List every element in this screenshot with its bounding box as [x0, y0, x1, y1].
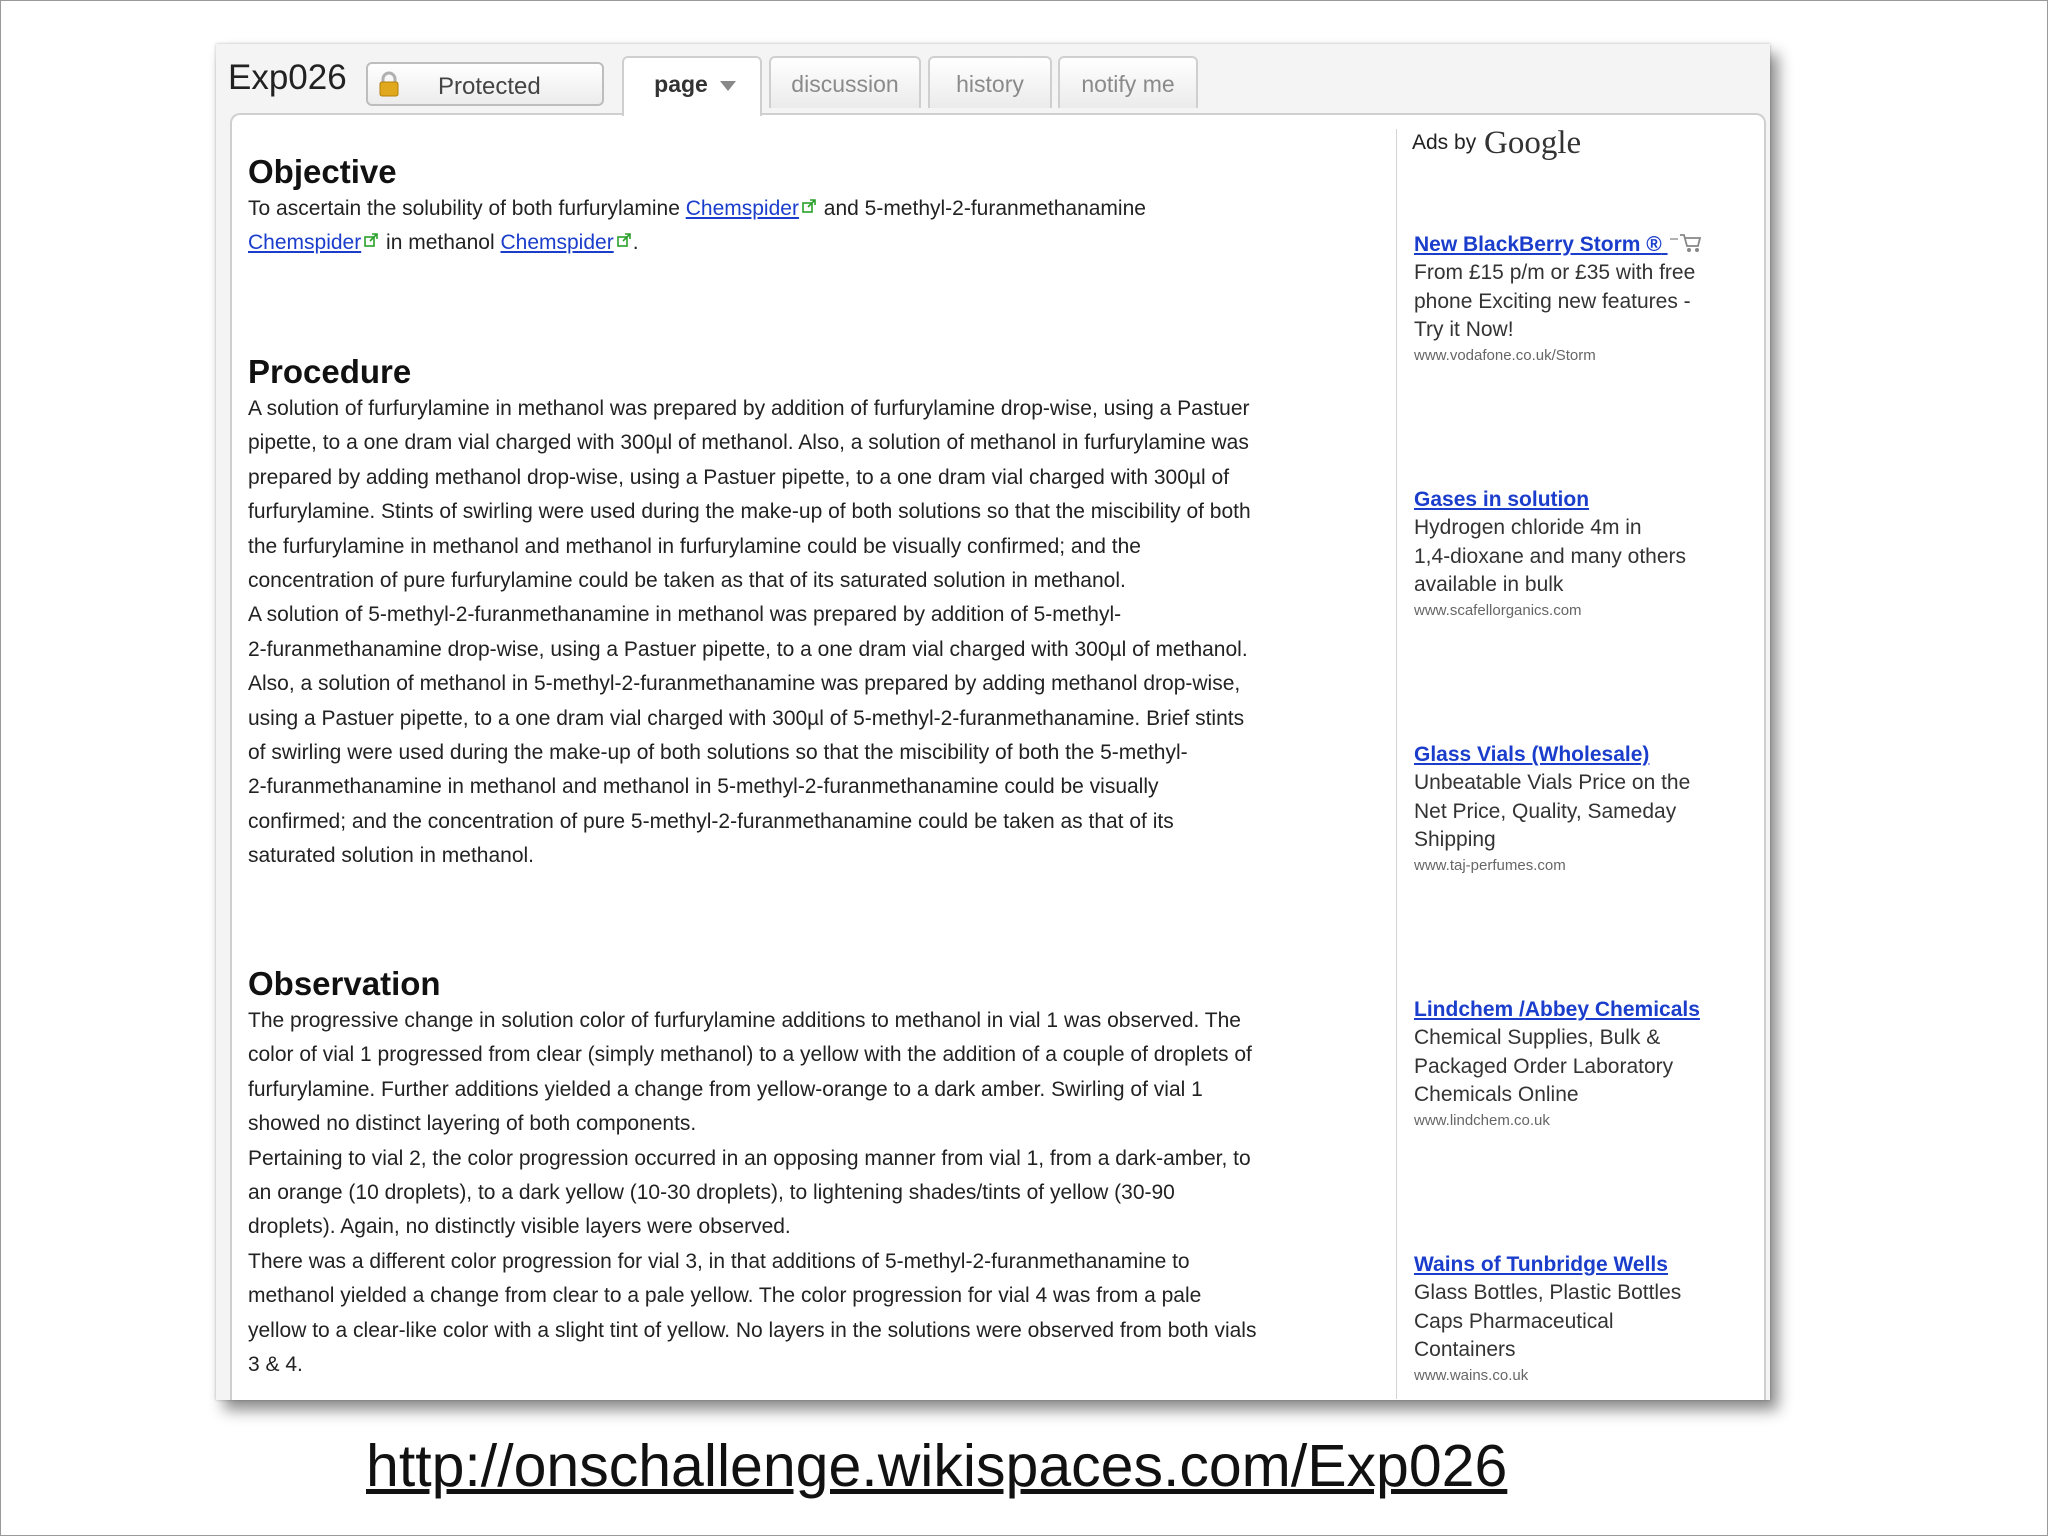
- column-divider: [1396, 129, 1397, 1399]
- objective-line-2: [248, 226, 1396, 260]
- ad-body-line: Chemicals Online: [1414, 1083, 1579, 1107]
- procedure-line: concentration of pure furfurylamine could be taken as that of its saturated solution in methanol.: [248, 569, 1126, 593]
- procedure-line: A solution of 5-methyl-2-furanmethanamine in methanol was prepared by addition of 5-methyl-: [248, 603, 1122, 627]
- procedure-line: using a Pastuer pipette, to a one dram vial charged with 300µl of 5-methyl-2-furanmethanamine. Brief stints: [248, 706, 1245, 730]
- ad-body: [1414, 1024, 1754, 1110]
- observation-line: 3 & 4.: [248, 1353, 303, 1377]
- ad-title-link[interactable]: Lindchem /Abbey Chemicals: [1414, 998, 1700, 1021]
- ad-body-line: Glass Bottles, Plastic Bottles: [1414, 1281, 1682, 1304]
- ad-body: [1414, 514, 1754, 600]
- ad-body-line: Try it Now!: [1414, 318, 1514, 342]
- observation-line: The progressive change in solution color of furfurylamine additions to methanol in vial 1 was observed. The: [248, 1009, 1241, 1032]
- procedure-line: of swirling were used during the make-up of both solutions so that the miscibility of both the 5-methyl-: [248, 741, 1188, 765]
- ad-url[interactable]: www.vodafone.co.uk/Storm: [1414, 346, 1596, 364]
- ad-item[interactable]: [1414, 741, 1754, 877]
- ad-item[interactable]: [1414, 1251, 1754, 1387]
- content-panel: [230, 113, 1766, 1400]
- observation-line: an orange (10 droplets), to a dark yellow (10-30 droplets), to lightening shades/tints of yellow (30-90: [248, 1181, 1175, 1205]
- procedure-line: Also, a solution of methanol in 5-methyl-2-furanmethanamine was prepared by adding methanol drop-wise,: [248, 672, 1241, 696]
- ad-title-link[interactable]: Glass Vials (Wholesale): [1414, 743, 1650, 766]
- procedure-line: 2-furanmethanamine in methanol and methanol in 5-methyl-2-furanmethanamine could be visually: [248, 775, 1159, 799]
- ad-body-line: Hydrogen chloride 4m in: [1414, 516, 1642, 539]
- ad-title-link[interactable]: Gases in solution: [1414, 488, 1590, 511]
- observation-text: [248, 1004, 1396, 1382]
- protected-status-button[interactable]: [366, 62, 604, 106]
- ad-body-line: Net Price, Quality, Sameday: [1414, 799, 1677, 823]
- ads-by-label: Ads by: [1412, 131, 1477, 154]
- objective-heading: Objective: [248, 153, 397, 190]
- tab-discussion[interactable]: discussion: [769, 56, 921, 108]
- observation-line: yellow to a clear-like color with a slight tint of yellow. No layers in the solutions were observed from both vials: [248, 1318, 1257, 1342]
- chemspider-link[interactable]: Chemspider: [500, 231, 614, 255]
- ad-item[interactable]: [1414, 486, 1754, 622]
- observation-line: furfurylamine. Further additions yielded a change from yellow-orange to a dark amber. Swirling of vial 1: [248, 1077, 1203, 1101]
- tab-page[interactable]: [622, 56, 762, 116]
- ad-item[interactable]: [1414, 231, 1754, 367]
- ad-title-text: New BlackBerry Storm ®: [1414, 233, 1662, 256]
- ad-body: [1414, 769, 1754, 855]
- procedure-text: [248, 392, 1396, 874]
- chevron-down-icon[interactable]: [720, 81, 736, 91]
- ad-body-line: 1,4-dioxane and many others: [1414, 544, 1687, 568]
- tab-notify-me[interactable]: notify me: [1058, 56, 1198, 108]
- ad-item[interactable]: [1414, 996, 1754, 1132]
- ad-url[interactable]: www.scafellorganics.com: [1414, 601, 1582, 619]
- shopping-cart-icon: [1668, 233, 1702, 253]
- tab-page-label: page: [654, 71, 708, 97]
- ad-body: [1414, 1279, 1754, 1365]
- ad-body-line: Shipping: [1414, 828, 1496, 852]
- ad-body-line: available in bulk: [1414, 573, 1564, 597]
- ad-body-line: Chemical Supplies, Bulk &: [1414, 1026, 1661, 1049]
- procedure-line: saturated solution in methanol.: [248, 844, 535, 868]
- chemspider-link[interactable]: Chemspider: [685, 197, 799, 220]
- objective-text-a: To ascertain the solubility of both furfurylamine: [248, 197, 686, 220]
- ad-body-line: Unbeatable Vials Price on the: [1414, 771, 1691, 794]
- ad-body: [1414, 259, 1754, 345]
- objective-line-1: [248, 192, 1396, 226]
- objective-text-b: and 5-methyl-2-furanmethanamine: [817, 197, 1146, 220]
- ad-body-line: From £15 p/m or £35 with free: [1414, 261, 1696, 284]
- lock-icon: [376, 71, 402, 97]
- procedure-line: 2-furanmethanamine drop-wise, using a Pastuer pipette, to a one dram vial charged with 300µl of methanol.: [248, 637, 1248, 661]
- source-url-caption[interactable]: http://onschallenge.wikispaces.com/Exp026: [366, 1433, 1508, 1499]
- ad-body-line: Caps Pharmaceutical: [1414, 1309, 1614, 1333]
- chemspider-link[interactable]: Chemspider: [248, 231, 362, 255]
- protected-label: Protected: [438, 73, 541, 100]
- external-link-icon: [802, 199, 816, 213]
- observation-line: There was a different color progression for vial 3, in that additions of 5-methyl-2-furanmethanamine to: [248, 1249, 1190, 1273]
- page-title: Exp026: [228, 58, 347, 97]
- ad-url[interactable]: www.lindchem.co.uk: [1414, 1111, 1550, 1129]
- procedure-line: furfurylamine. Stints of swirling were used during the make-up of both solutions so that the miscibility of both: [248, 500, 1251, 524]
- objective-text-d: .: [632, 231, 639, 255]
- objective-text-c: in methanol: [380, 231, 501, 255]
- procedure-line: pipette, to a one dram vial charged with 300µl of methanol. Also, a solution of methanol in furfurylamine was: [248, 431, 1249, 455]
- tab-history[interactable]: history: [928, 56, 1052, 108]
- ad-body-line: Containers: [1414, 1338, 1516, 1362]
- objective-text: [248, 192, 1396, 261]
- external-link-icon: [364, 233, 378, 247]
- ad-title-link[interactable]: Wains of Tunbridge Wells: [1414, 1253, 1668, 1276]
- ad-url[interactable]: www.taj-perfumes.com: [1414, 856, 1566, 874]
- procedure-line: A solution of furfurylamine in methanol was prepared by addition of furfurylamine drop-wise, using a Pastuer: [248, 397, 1250, 420]
- external-link-icon: [617, 233, 631, 247]
- procedure-line: confirmed; and the concentration of pure 5-methyl-2-furanmethanamine could be taken as that of its: [248, 809, 1174, 833]
- ads-sidebar: [1404, 115, 1764, 1400]
- ad-body-line: Packaged Order Laboratory: [1414, 1054, 1674, 1078]
- observation-line: Pertaining to vial 2, the color progression occurred in an opposing manner from vial 1, from a dark-amber, to: [248, 1146, 1251, 1170]
- observation-line: droplets). Again, no distinctly visible layers were observed.: [248, 1215, 791, 1239]
- observation-heading: Observation: [248, 965, 441, 1002]
- procedure-line: prepared by adding methanol drop-wise, using a Pastuer pipette, to a one dram vial charged with 300µl of: [248, 465, 1230, 489]
- main-content: [232, 115, 1382, 1400]
- observation-line: methanol yielded a change from clear to a pale yellow. The color progression for vial 4 was from a pale: [248, 1284, 1202, 1308]
- procedure-heading: Procedure: [248, 353, 412, 390]
- procedure-line: the furfurylamine in methanol and methanol in furfurylamine could be visually confirmed; and the: [248, 534, 1141, 558]
- ad-url[interactable]: www.wains.co.uk: [1414, 1366, 1529, 1384]
- ad-body-line: phone Exciting new features -: [1414, 289, 1691, 313]
- ad-title-link[interactable]: [1414, 231, 1754, 259]
- wiki-page-screenshot: [216, 44, 1770, 1400]
- observation-line: showed no distinct layering of both components.: [248, 1112, 697, 1136]
- google-logo[interactable]: Google: [1484, 125, 1582, 161]
- observation-line: color of vial 1 progressed from clear (simply methanol) to a yellow with the addition of a couple of droplets of: [248, 1043, 1252, 1067]
